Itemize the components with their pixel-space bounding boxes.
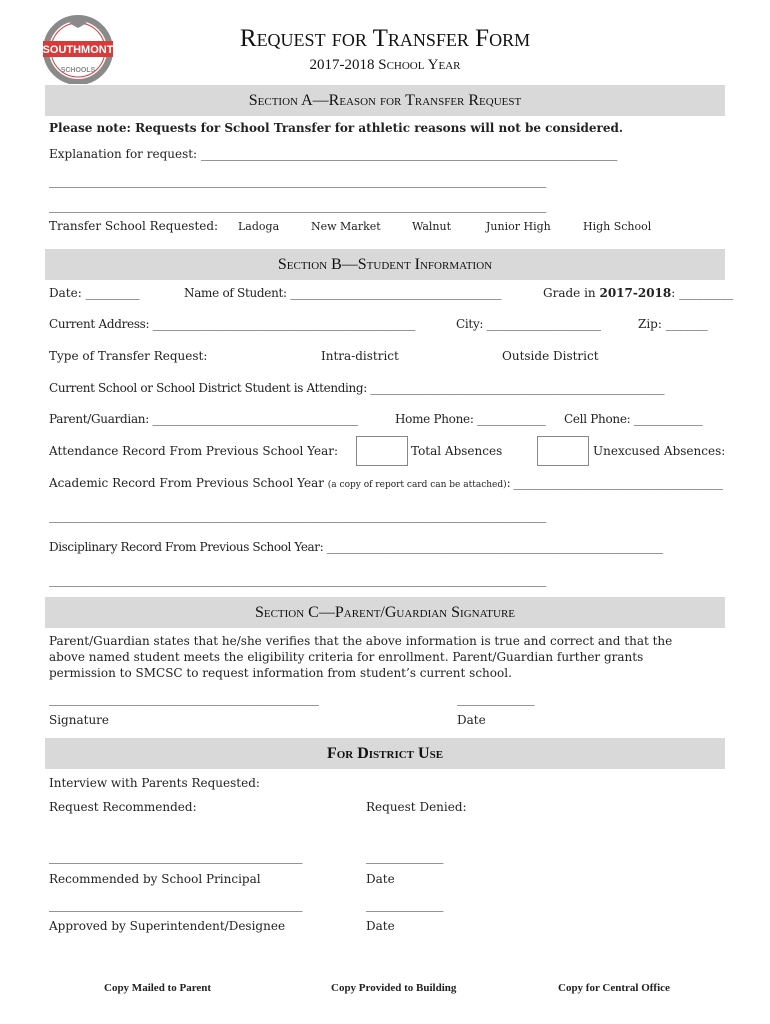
interview-label: Interview with Parents Requested:	[49, 776, 260, 790]
current-school-field[interactable]: Current School or School District Student is Attending: ____________________________________________________	[49, 381, 665, 395]
superintendent-date-label: Date	[366, 919, 395, 933]
attendance-label: Attendance Record From Previous School Year:	[49, 444, 339, 458]
explanation-line-3[interactable]: ____________________________________________________________________________________________	[49, 199, 546, 213]
explanation-line-2[interactable]: ____________________________________________________________________________________________	[49, 174, 546, 188]
superintendent-signature-line[interactable]: ______________________________________________	[49, 898, 302, 912]
section-b-heading: Section B—Student Information	[45, 249, 725, 280]
copy-mailed-to-parent[interactable]: Copy Mailed to Parent	[104, 982, 212, 994]
signature-date-line[interactable]: ______________	[457, 692, 534, 706]
option-new-market[interactable]: New Market	[311, 220, 381, 233]
student-name-field[interactable]: Name of Student: _____________________________________	[184, 286, 502, 300]
copy-provided-to-building[interactable]: Copy Provided to Building	[331, 982, 457, 994]
total-absences-label: Total Absences	[411, 444, 503, 458]
section-c-heading: Section C—Parent/Guardian Signature	[45, 597, 725, 628]
disciplinary-line-2[interactable]: ____________________________________________________________________________________________	[49, 573, 546, 587]
city-field[interactable]: City: ____________________	[456, 317, 601, 331]
total-absences-box[interactable]	[356, 436, 408, 466]
request-recommended-label[interactable]: Request Recommended:	[49, 800, 197, 814]
superintendent-label: Approved by Superintendent/Designee	[49, 919, 286, 933]
principal-label: Recommended by School Principal	[49, 872, 261, 886]
unexcused-absences-label: Unexcused Absences:	[593, 444, 726, 458]
principal-date-label: Date	[366, 872, 395, 886]
parent-statement: Parent/Guardian states that he/she verifies that the above information is true and correct and that the above named student meets the eligibility criteria for enrollment. Parent/Guardian further grants permission to SMCSC to request information from student’s current school.	[49, 634, 673, 680]
copy-for-central-office[interactable]: Copy for Central Office	[558, 982, 670, 994]
option-ladoga[interactable]: Ladoga	[238, 220, 280, 233]
unexcused-absences-box[interactable]	[537, 436, 589, 466]
option-outside-district[interactable]: Outside District	[502, 349, 599, 363]
principal-date-line[interactable]: ______________	[366, 850, 443, 864]
academic-line-2[interactable]: ____________________________________________________________________________________________	[49, 509, 546, 523]
option-high-school[interactable]: High School	[583, 220, 652, 233]
signature-date-label: Date	[457, 713, 486, 727]
logo-bottom-text: SCHOOLS	[60, 67, 96, 74]
transfer-school-label: Transfer School Requested:	[49, 219, 219, 233]
parent-guardian-field[interactable]: Parent/Guardian: ____________________________________	[49, 412, 358, 426]
address-field[interactable]: Current Address: ______________________________________________	[49, 317, 415, 331]
zip-field[interactable]: Zip: _______	[638, 317, 708, 331]
explanation-field[interactable]: Explanation for request: _____________________________________________________________________________	[49, 147, 617, 161]
southmont-logo	[41, 12, 115, 84]
athletic-note: Please note: Requests for School Transfer for athletic reasons will not be considered.	[49, 121, 624, 135]
section-a-heading: Section A—Reason for Transfer Request	[45, 85, 725, 116]
option-intra-district[interactable]: Intra-district	[321, 349, 399, 363]
cell-phone-field[interactable]: Cell Phone: ____________	[564, 412, 703, 426]
academic-record-field[interactable]: Academic Record From Previous School Year (a copy of report card can be attached): ______________________________________	[49, 476, 723, 490]
transfer-type-label: Type of Transfer Request:	[49, 349, 208, 363]
home-phone-field[interactable]: Home Phone: ____________	[395, 412, 546, 426]
date-field[interactable]: Date: _________	[49, 286, 140, 300]
option-walnut[interactable]: Walnut	[412, 220, 452, 233]
request-denied-label[interactable]: Request Denied:	[366, 800, 467, 814]
school-year: 2017-2018 School Year	[309, 57, 461, 73]
signature-label: Signature	[49, 713, 110, 727]
signature-line[interactable]: _________________________________________________	[49, 692, 319, 706]
logo-top-text: SOUTHMONT	[42, 44, 114, 56]
grade-field[interactable]: Grade in 2017-2018: _________	[543, 286, 734, 300]
disciplinary-record-field[interactable]: Disciplinary Record From Previous School Year: ____________________________________________________________	[49, 540, 663, 554]
superintendent-date-line[interactable]: ______________	[366, 898, 443, 912]
district-use-heading: For District Use	[45, 738, 725, 769]
option-junior-high[interactable]: Junior High	[486, 220, 551, 233]
principal-signature-line[interactable]: ______________________________________________	[49, 850, 302, 864]
page-title: Request for Transfer Form	[239, 25, 531, 52]
